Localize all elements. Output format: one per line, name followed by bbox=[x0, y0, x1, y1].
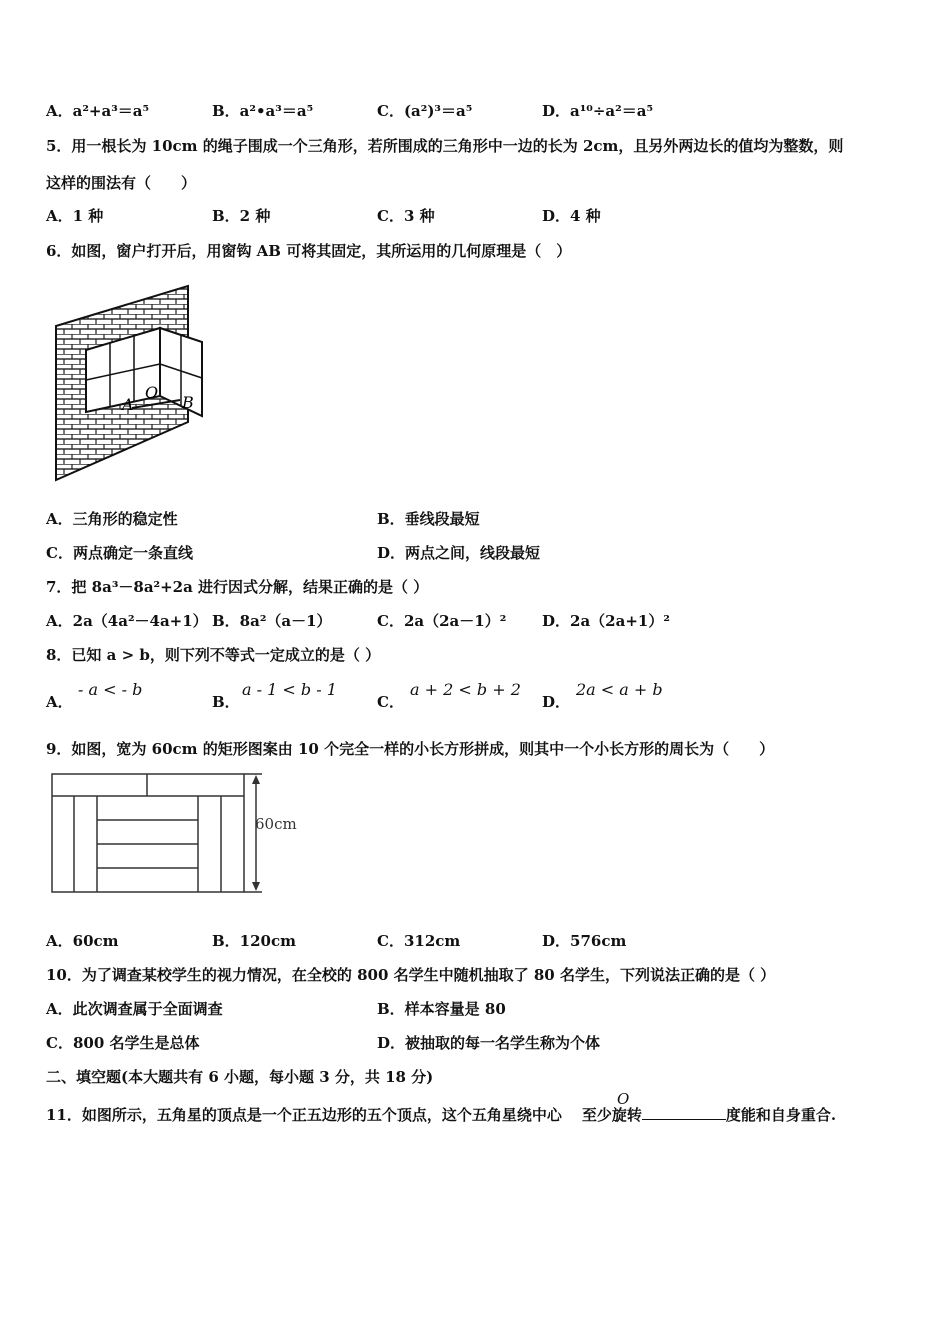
q11-part3: 度能和自身重合. bbox=[725, 1106, 837, 1124]
q4-option-b: B．a²•a³＝a⁵ bbox=[212, 102, 314, 120]
q7-option-d: D．2a（2a+1）² bbox=[542, 612, 670, 630]
section-2-title: 二、填空题(本大题共有 6 小题，每小题 3 分，共 18 分) bbox=[46, 1068, 434, 1086]
q10-stem: 10．为了调查某校学生的视力情况，在全校的 800 名学生中随机抽取了 80 名学生，下列说法正确的是（ ） bbox=[46, 966, 776, 984]
q8-option-a-label: A． bbox=[46, 693, 73, 711]
q9-option-b: B．120cm bbox=[212, 932, 296, 950]
q7-option-b: B．8a²（a－1） bbox=[212, 612, 332, 630]
q9-option-a: A．60cm bbox=[46, 932, 119, 950]
q8-option-b-expr: a - 1 < b - 1 bbox=[242, 680, 337, 699]
q8-option-c-expr: a + 2 < b + 2 bbox=[410, 680, 521, 699]
label-a: A bbox=[122, 395, 134, 414]
width-label: 60cm bbox=[255, 815, 297, 833]
q11-part2: 至少旋转 bbox=[581, 1106, 642, 1124]
q5-option-d: D．4 种 bbox=[542, 207, 601, 225]
q8-option-b-label: B． bbox=[212, 693, 240, 711]
q5-option-a: A．1 种 bbox=[46, 207, 104, 225]
q9-option-c: C．312cm bbox=[377, 932, 461, 950]
q10-option-c: C．800 名学生是总体 bbox=[46, 1034, 200, 1052]
q6-option-c: C．两点确定一条直线 bbox=[46, 544, 193, 562]
q6-option-d: D．两点之间，线段最短 bbox=[377, 544, 541, 562]
q4-option-c: C．(a²)³＝a⁵ bbox=[377, 102, 473, 120]
q10-option-b: B．样本容量是 80 bbox=[377, 1000, 506, 1018]
q7-stem: 7．把 8a³－8a²+2a 进行因式分解，结果正确的是（ ） bbox=[46, 578, 429, 596]
q9-stem: 9．如图，宽为 60cm 的矩形图案由 10 个完全一样的小长方形拼成，则其中一个小长方形的周长为（ ） bbox=[46, 740, 775, 758]
q5-stem-line1: 5．用一根长为 10cm 的绳子围成一个三角形，若所围成的三角形中一边的长为 2cm，且另外两边长的值均为整数，则 bbox=[46, 137, 844, 155]
label-b: B bbox=[182, 393, 194, 412]
q8-option-d-label: D． bbox=[542, 693, 571, 711]
rectangle-pattern-figure bbox=[50, 772, 300, 896]
q6-option-a: A．三角形的稳定性 bbox=[46, 510, 178, 528]
q6-stem: 6．如图，窗户打开后，用窗钩 AB 可将其固定，其所运用的几何原理是（ ） bbox=[46, 242, 572, 260]
q8-option-d-expr: 2a < a + b bbox=[576, 680, 663, 699]
label-o: O bbox=[145, 383, 159, 402]
q8-stem: 8．已知 a > b，则下列不等式一定成立的是（ ） bbox=[46, 646, 381, 664]
q4-option-a: A．a²+a³＝a⁵ bbox=[46, 102, 150, 120]
q4-option-d: D．a¹⁰÷a²＝a⁵ bbox=[542, 102, 654, 120]
q11-answer-blank[interactable] bbox=[642, 1105, 726, 1120]
q7-option-c: C．2a（2a－1）² bbox=[377, 612, 507, 630]
q5-option-c: C．3 种 bbox=[377, 207, 435, 225]
window-hook-figure bbox=[52, 284, 212, 484]
q10-option-d: D．被抽取的每一名学生称为个体 bbox=[377, 1034, 601, 1052]
q7-option-a: A．2a（4a²－4a+1） bbox=[46, 612, 208, 630]
q10-option-a: A．此次调查属于全面调查 bbox=[46, 1000, 223, 1018]
q9-option-d: D．576cm bbox=[542, 932, 627, 950]
q8-option-c-label: C． bbox=[377, 693, 404, 711]
q5-option-b: B．2 种 bbox=[212, 207, 271, 225]
q8-option-a-expr: - a < - b bbox=[78, 680, 143, 699]
q5-stem-line2: 这样的围法有（ ） bbox=[46, 174, 197, 192]
q11-stem bbox=[46, 1105, 836, 1125]
q6-option-b: B．垂线段最短 bbox=[377, 510, 480, 528]
q11-center-o: O bbox=[617, 1090, 630, 1108]
q11-part1: 11．如图所示，五角星的顶点是一个正五边形的五个顶点，这个五角星绕中心 bbox=[46, 1106, 562, 1124]
